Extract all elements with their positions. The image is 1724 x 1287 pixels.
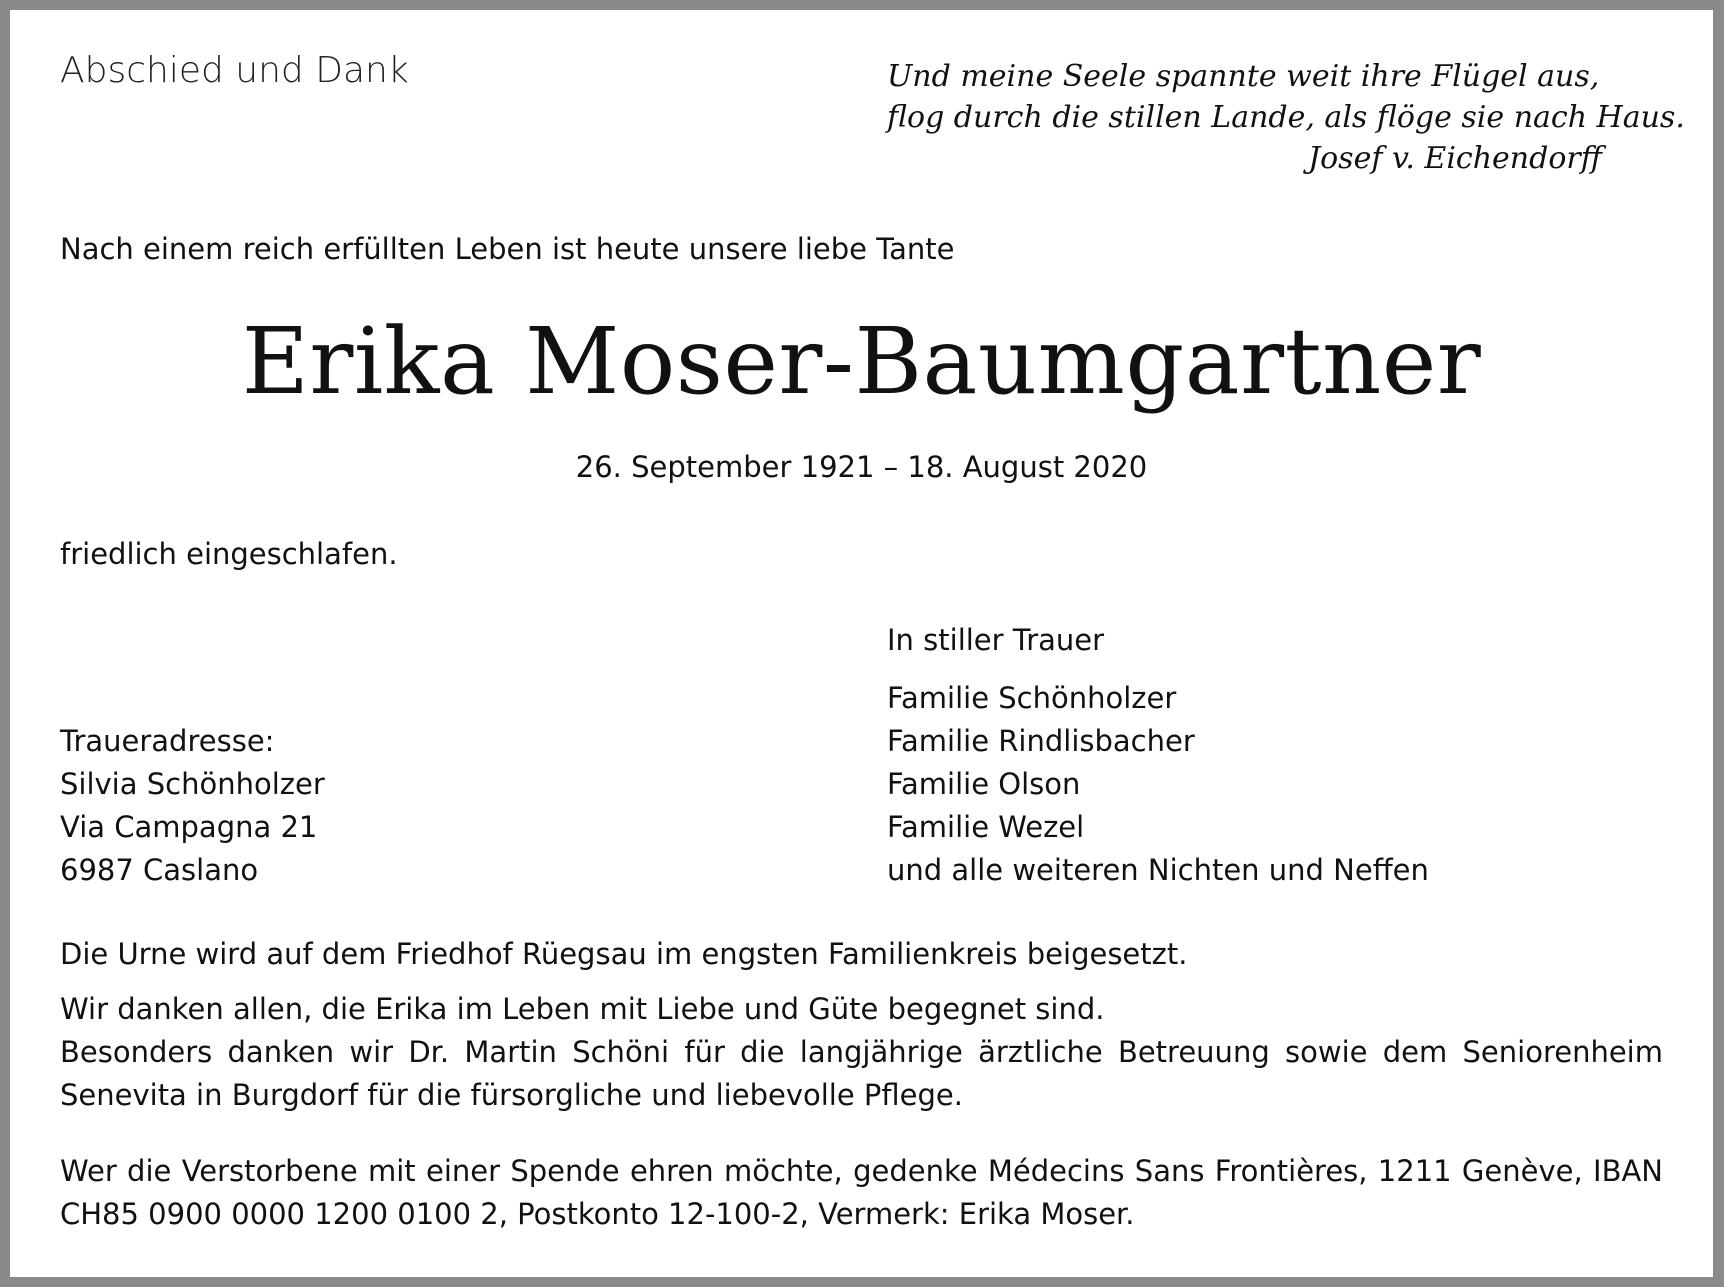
address-street: Via Campagna 21 (60, 810, 318, 844)
poem-line-1: Und meine Seele spannte weit ihre Flügel aus, (887, 59, 1600, 94)
mourning-heading: In stiller Trauer (887, 623, 1105, 657)
poem-line-2: flog durch die stillen Lande, als flöge sie nach Haus. (887, 100, 1685, 135)
address-city: 6987 Caslano (60, 853, 259, 887)
address-name: Silvia Schönholzer (60, 767, 325, 801)
list-item: Familie Rindlisbacher (887, 724, 1195, 758)
thanks-paragraph (60, 988, 1663, 1117)
poem-author: Josef v. Eichendorff (1308, 141, 1602, 176)
intro-text: Nach einem reich erfüllten Leben ist heute unsere liebe Tante (60, 232, 955, 266)
list-item: Familie Wezel (887, 810, 1085, 844)
closing-text: friedlich eingeschlafen. (60, 537, 398, 571)
donation-paragraph: Wer die Verstorbene mit einer Spende ehren möchte, gedenke Médecins Sans Frontières, 1211 Genève, IBAN CH85 0900 0000 1200 0100 2, Postkonto 12-100-2, Vermerk: Erika Moser. (60, 1154, 1663, 1231)
list-item: Familie Olson (887, 767, 1081, 801)
header-title: Abschied und Dank (60, 50, 409, 91)
thanks-line-2: Besonders danken wir Dr. Martin Schöni für die langjährige ärztliche Betreuung sowie dem Seniorenheim Senevita in Burgdorf für die fürsorgliche und liebevolle Pflege. (60, 1035, 1663, 1112)
obituary-page (10, 10, 1713, 1277)
list-item: und alle weiteren Nichten und Neffen (887, 853, 1429, 887)
deceased-name: Erika Moser-Baumgartner (241, 308, 1482, 415)
urn-paragraph: Die Urne wird auf dem Friedhof Rüegsau im engsten Familienkreis beigesetzt. (60, 937, 1188, 971)
address-label: Traueradresse: (60, 724, 275, 758)
life-dates: 26. September 1921 – 18. August 2020 (575, 450, 1148, 484)
thanks-line-1: Wir danken allen, die Erika im Leben mit Liebe und Güte begegnet sind. (60, 992, 1105, 1026)
poem-quote (887, 56, 1685, 179)
mourning-address (60, 720, 325, 892)
mourners-list (887, 677, 1429, 892)
list-item: Familie Schönholzer (887, 681, 1177, 715)
